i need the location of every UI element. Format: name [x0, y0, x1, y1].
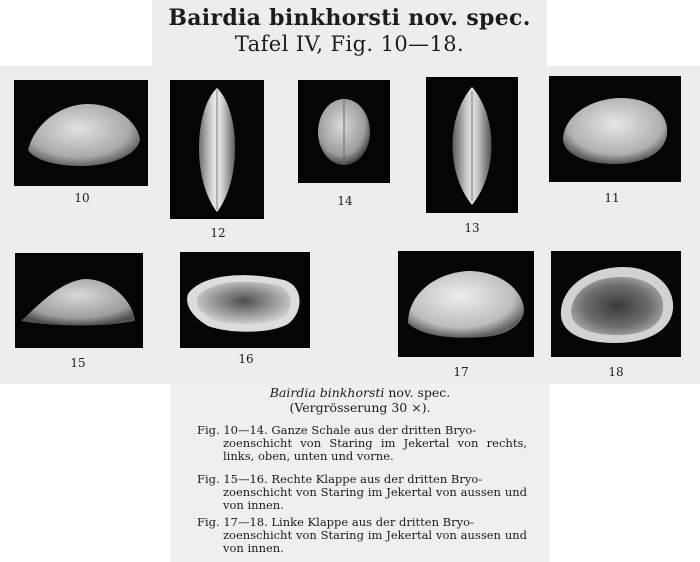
- plate-subtitle: Tafel IV, Fig. 10—18.: [234, 32, 465, 56]
- figure-10-photo: [14, 80, 148, 186]
- caption-paragraph-1-rest: zoenschicht von Staring im Jekertal von rechts, links, oben, unten und vorne.: [223, 436, 527, 463]
- figure-11-label: 11: [604, 191, 620, 205]
- caption-paragraph-2: [197, 473, 527, 512]
- figure-16-label: 16: [238, 352, 254, 366]
- figure-18-label: 18: [608, 365, 624, 379]
- figure-16-photo: [180, 252, 310, 348]
- figure-10-label: 10: [74, 191, 90, 205]
- figure-14-photo: [298, 80, 390, 183]
- figure-13-label: 13: [464, 221, 480, 235]
- figure-12-photo: [170, 80, 264, 219]
- caption-species-suffix: nov. spec.: [384, 385, 451, 400]
- figure-14-label: 14: [337, 194, 353, 208]
- figure-13-photo: [426, 77, 518, 213]
- caption-paragraph-2-lead: Fig. 15—16. Rechte Klappe aus der dritten Bryo-: [197, 472, 483, 486]
- figure-11-photo: [549, 76, 681, 182]
- caption-title: [170, 385, 550, 400]
- caption-species: Bairdia binkhorsti: [269, 385, 385, 400]
- figure-15-photo: [15, 253, 143, 348]
- caption-paragraph-2-rest: zoenschicht von Staring im Jekertal von aussen und von innen.: [223, 485, 527, 512]
- caption-paragraph-3-rest: zoenschicht von Staring im Jekertal von aussen und von innen.: [223, 528, 527, 555]
- figure-17-photo: [398, 251, 534, 357]
- caption-paragraph-3: [197, 516, 527, 555]
- caption-magnification: (Vergrösserung 30 ×).: [289, 400, 431, 415]
- caption-paragraph-1: [197, 424, 527, 463]
- figure-12-label: 12: [210, 226, 226, 240]
- figure-15-label: 15: [70, 356, 86, 370]
- caption-paragraph-3-lead: Fig. 17—18. Linke Klappe aus der dritten Bryo-: [197, 515, 474, 529]
- figure-18-photo: [551, 251, 681, 357]
- caption-paragraph-1-lead: Fig. 10—14. Ganze Schale aus der dritten Bryo-: [197, 423, 477, 437]
- figure-17-label: 17: [453, 365, 469, 379]
- plate-title: Bairdia binkhorsti nov. spec.: [168, 5, 531, 31]
